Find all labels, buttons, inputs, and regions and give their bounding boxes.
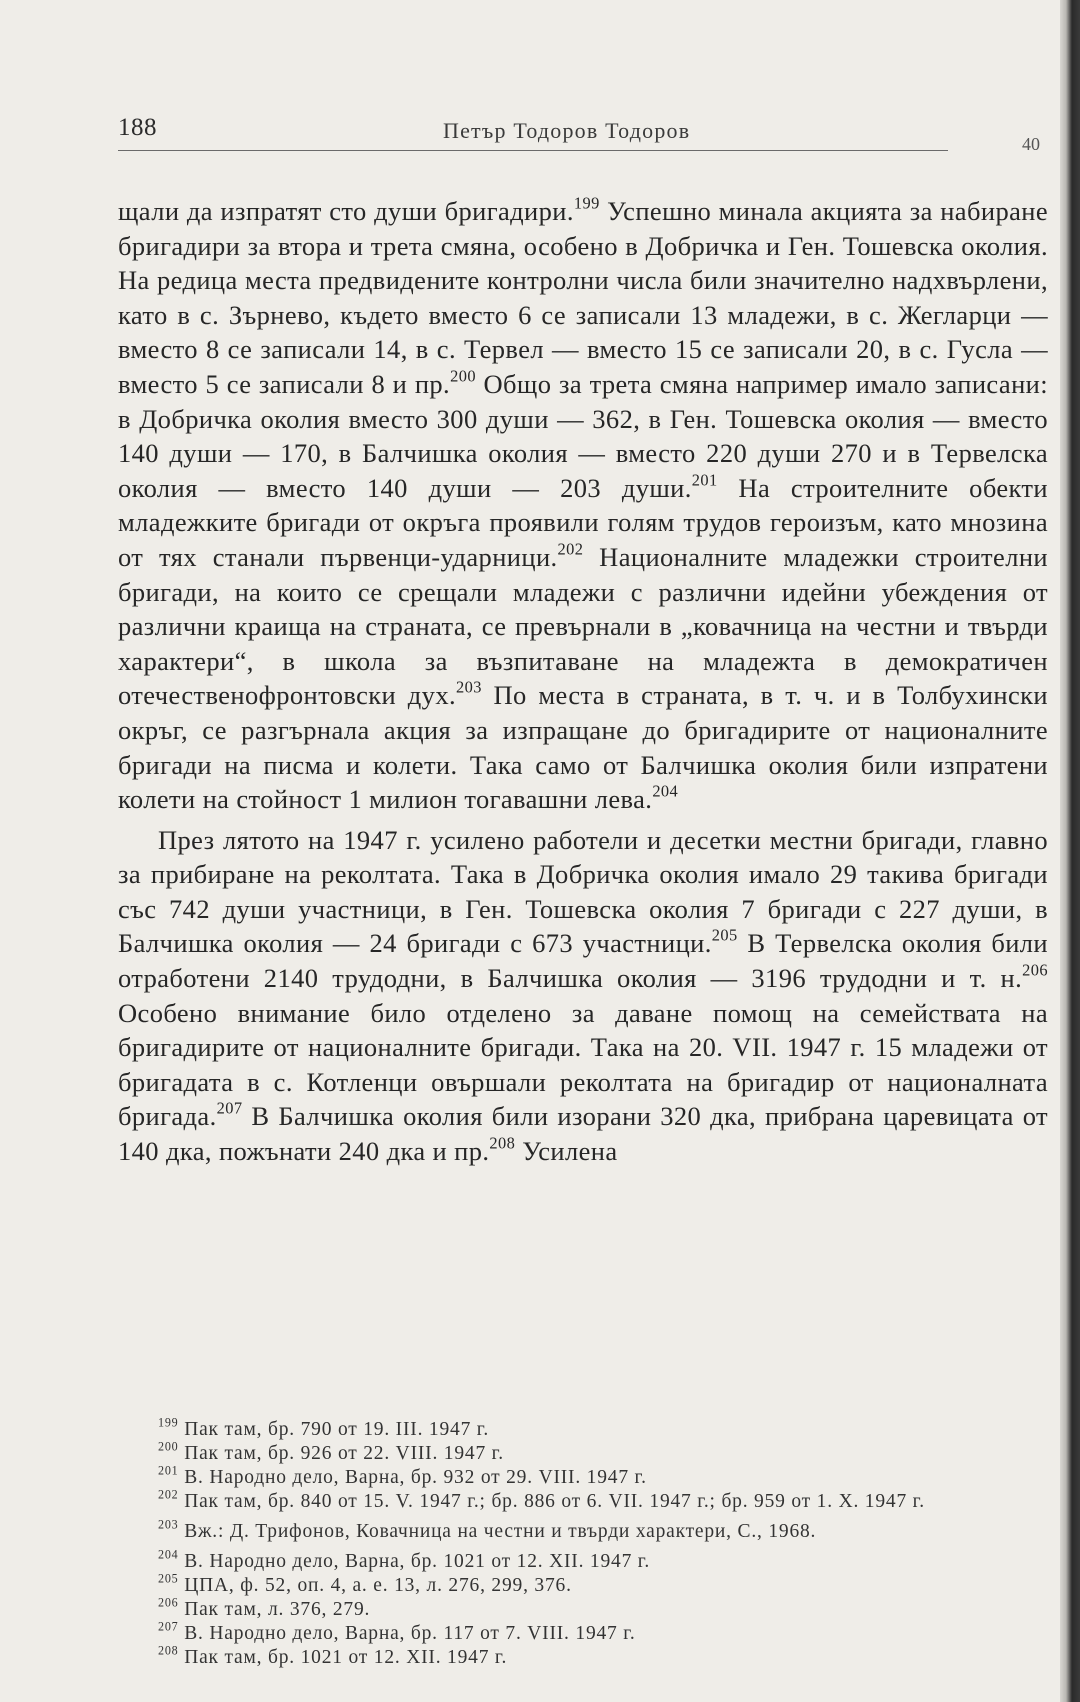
footnote-207: $^{207}$ В. Народно дело, Варна, бр. 117 от 7. VIII. 1947 г. [158,1619,636,1644]
footnote-203: $^{203}$ Вж.: Д. Трифонов, Ковачница на честни и твърди характери, С., 1968. [158,1517,817,1542]
footnote-ref-207: 207 [216,1098,243,1118]
footnote-ref-204: 204 [652,781,679,801]
footnote-202: $^{202}$ Пак там, бр. 840 от 15. V. 1947 г.; бр. 886 от 6. VII. 1947 г.; бр. 959 от 1. X. 1947 г. [158,1487,925,1512]
footnote-ref-202: 202 [557,539,584,559]
footnote-ref-201: 201 [691,470,718,490]
footnote-ref-206: 206 [1022,960,1048,980]
footnote-204: $^{204}$ В. Народно дело, Варна, бр. 1021 от 12. XII. 1947 г. [158,1547,651,1572]
body-text [118,194,1048,1169]
book-spine-edge [1060,0,1080,1702]
footnote-205: $^{205}$ ЦПА, ф. 52, оп. 4, а. е. 13, л. 276, 299, 376. [158,1571,572,1596]
footnote-ref-205: 205 [711,925,738,945]
footnote-ref-203: 203 [456,677,482,697]
paragraph-1: щали да изпратят сто души бригадири.$^{199}$ Успешно минала акцията за набиране бригадири за втора и трета смяна, особено в Добричка и Ген. Тошевска околия. На редица места предвидените контролни числа били значително надхвърлени, като в с. Зърнево, където вместо 6 се записали 13 младежи, в с. Жегларци — вместо 8 се записали 14, в с. Тервел — вместо 15 се записали 20, в с. Гусла — вместо 5 се записали 8 и пр.$^{200}$ Общо за трета смяна например имало записани: в Добричка околия вместо 300 души — 362, в Ген. Тошевска околия — вместо 140 души — 170, в Балчишка околия — вместо 220 души 270 и в Тервелска околия — вместо 140 души — 203 души.$^{201}$ На строителните обекти младежките бригади от окръга проявили голям трудов героизъм, като мнозина от тях станали първенци-ударници.$^{202}$ Националните младежки строителни бригади, на които се срещали младежи с различни идейни убеждения от различни краища на страната, се превърнали в „ковачница на честни и твърди характери“, в школа за възпитаване на младежта в демократичен отечественофронтовски дух.$^{203}$ По места в страната, в т. ч. и в Толбухински окръг, се разгърнала акция за изпращане до бригадирите от националните бригади на писма и колети. Така само от Балчишка околия били изпратени колети на стойност 1 милион тогавашни лева.$^{204}$ [118,193,1048,815]
footnote-ref-208: 208 [489,1133,516,1153]
page-header [118,114,1053,154]
page-number: 188 [118,114,157,141]
footnote-ref-199: 199 [573,193,600,213]
paragraph-2: През лятото на 1947 г. усилено работели и десетки местни бригади, главно за прибиране на реколтата. Така в Добричка околия имало 29 такива бригади със 742 души участници, в Ген. Тошевска околия 7 бригади с 227 души, в Балчишка околия — 24 бригади с 673 участници.$^{205}$ В Тервелска околия били отработени 2140 трудодни, в Балчишка околия — 3196 трудодни и т. н.$^{206}$ Особено внимание било отделено за даване помощ на семействата на бригадирите от националните бригади. Така на 20. VII. 1947 г. 15 младежи от бригадата в с. Котленци овършали реколтата на бригадир от националната бригада.$^{207}$ В Балчишка околия били изорани 320 дка, прибрана царевицата от 140 дка, пожънати 240 дка и пр.$^{208}$ Усилена [118,824,1048,1167]
footnote-ref-200: 200 [450,366,476,386]
footnote-201: $^{201}$ В. Народно дело, Варна, бр. 932 от 29. VIII. 1947 г. [158,1463,647,1488]
footnotes [118,1415,1033,1670]
footnote-199: $^{199}$ Пак там, бр. 790 от 19. III. 1947 г. [158,1415,490,1440]
header-rule [118,150,948,151]
corner-mark: 40 [1022,134,1040,154]
running-title: Петър Тодоров Тодоров [443,118,691,143]
footnote-208: $^{208}$ Пак там, бр. 1021 от 12. XII. 1947 г. [158,1643,508,1668]
footnote-200: $^{200}$ Пак там, бр. 926 от 22. VIII. 1947 г. [158,1439,504,1464]
footnote-206: $^{206}$ Пак там, л. 376, 279. [158,1595,371,1620]
